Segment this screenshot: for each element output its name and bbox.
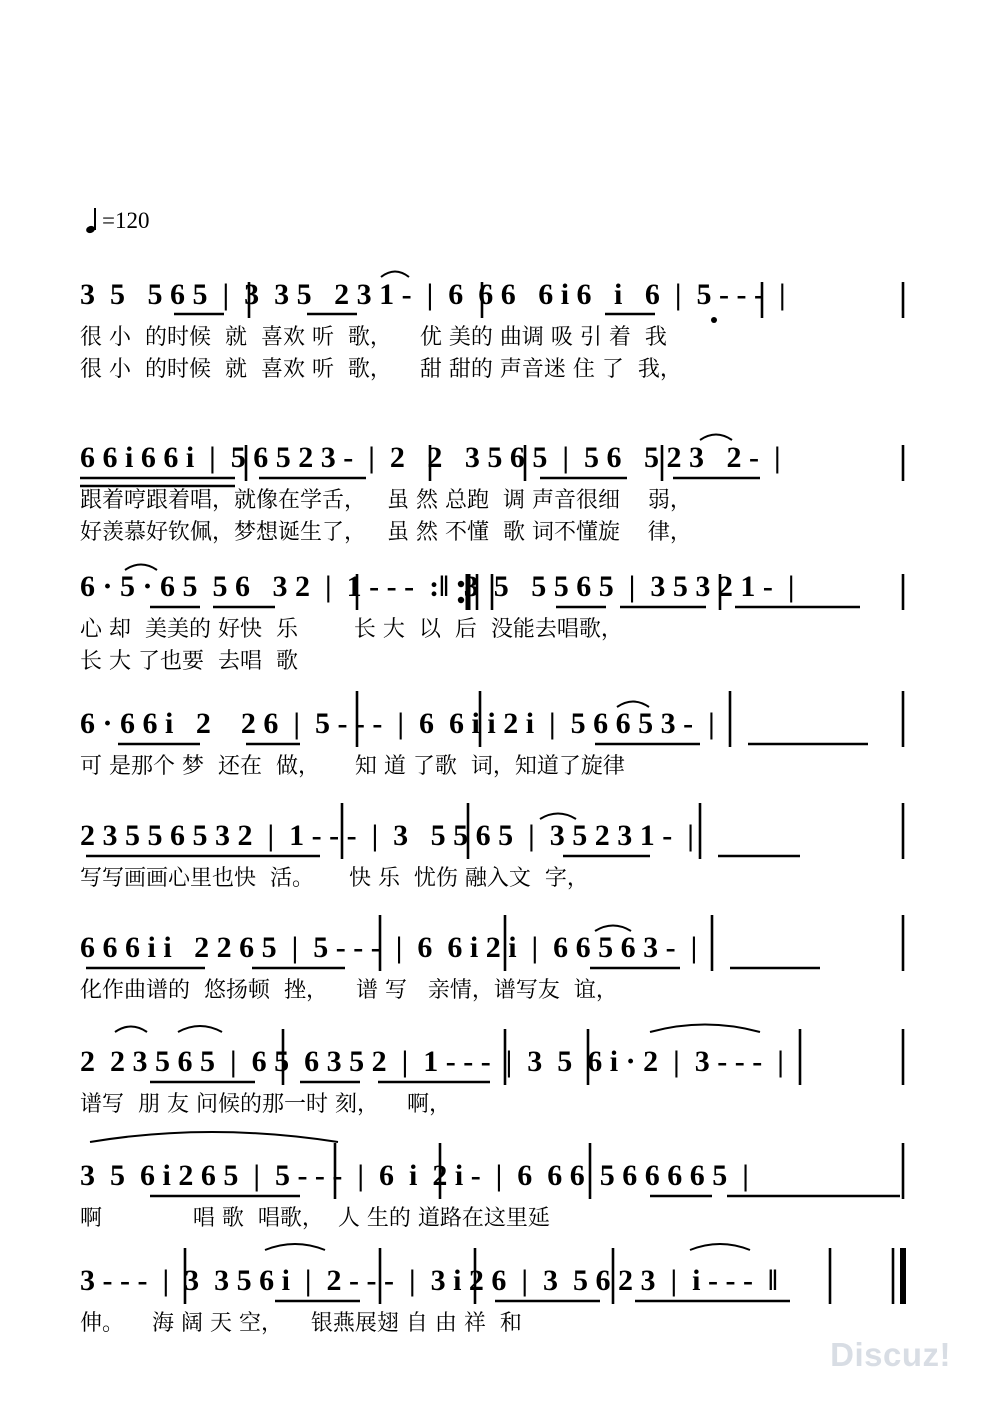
- note-row: 6 · 5 · 6 5 5 6 3 2 | 1 - - - :‖ 3 5 5 5 6 5 | 3 5 3 2 1 - |: [80, 570, 795, 603]
- lyric-row-verse1: 伸。 海 阔 天 空， 银燕展翅 自 由 祥 和: [80, 1311, 522, 1336]
- lyric-row-verse1: 心 却 美美的 好快 乐 长 大 以 后 没能去唱歌，: [80, 617, 623, 642]
- lyric-row-verse1: 跟着哼跟着唱，就像在学舌， 虽 然 总跑 调 声音很细 弱，: [80, 488, 692, 513]
- lyric-row-verse1: 写写画画心里也快 活。 快 乐 忧伤 融入文 字，: [80, 866, 589, 891]
- watermark: Discuz!: [830, 1336, 951, 1373]
- lyric-row-verse2: 长 大 了也要 去唱 歌: [80, 649, 298, 674]
- note-row: 3 5 6 i 2 6 5 | 5 - - - | 6 i 2 i - | 6 6 6 5 6 6 6 6 5 |: [80, 1159, 749, 1192]
- note-row: 6 6 6 i i 2 2 6 5 | 5 - - - | 6 6 i 2 i | 6 6 5 6 3 - |: [80, 931, 698, 964]
- note-row: 2 2 3 5 6 5 | 6 5 6 3 5 2 | 1 - - - | 3 5 6 i · 2 | 3 - - - |: [80, 1045, 784, 1078]
- note-row: 6 · 6 6 i 2 2 6 | 5 - - - | 6 6 i i 2 i | 5 6 6 5 3 - |: [80, 707, 715, 740]
- lyric-row-verse1: 可 是那个 梦 还在 做， 知 道 了歌 词，知道了旋律: [80, 754, 625, 779]
- lyric-row-verse1: 化作曲谱的 悠扬顿 挫， 谱 写 亲情，谱写友 谊，: [80, 978, 618, 1003]
- note-row: 3 - - - | 3 3 5 6 i | 2 - - - | 3 i 2 6 | 3 5 6 2 3 | i - - - ‖: [80, 1264, 778, 1297]
- note-row: 6 6 i 6 6 i | 5 6 5 2 3 - | 2 2 3 5 6 5 | 5 6 5 2 3 2 - |: [80, 441, 781, 474]
- lyric-row-verse2: 很 小 的时候 就 喜欢 听 歌， 甜 甜的 声音迷 住 了 我，: [80, 357, 682, 382]
- note-row: 2 3 5 5 6 5 3 2 | 1 - - - | 3 5 5 6 5 | 3 5 2 3 1 - |: [80, 819, 694, 852]
- lyric-row-verse1: 很 小 的时候 就 喜欢 听 歌， 优 美的 曲调 吸 引 着 我: [80, 325, 667, 350]
- lyric-row-verse2: 好羡慕好钦佩，梦想诞生了， 虽 然 不懂 歌 词不懂旋 律，: [80, 520, 692, 545]
- tempo-value: =120: [102, 208, 150, 233]
- lyric-row-verse1: 谱写 朋 友 问候的那一时 刻， 啊，: [80, 1092, 451, 1117]
- lyric-row-verse1: 啊 唱 歌 唱歌， 人 生的 道路在这里延: [80, 1206, 550, 1231]
- note-row: 3 5 5 6 5 | 3 3 5 2 3 1 - | 6 6 6 6 i 6 i 6 | 5 - - - |: [80, 278, 786, 311]
